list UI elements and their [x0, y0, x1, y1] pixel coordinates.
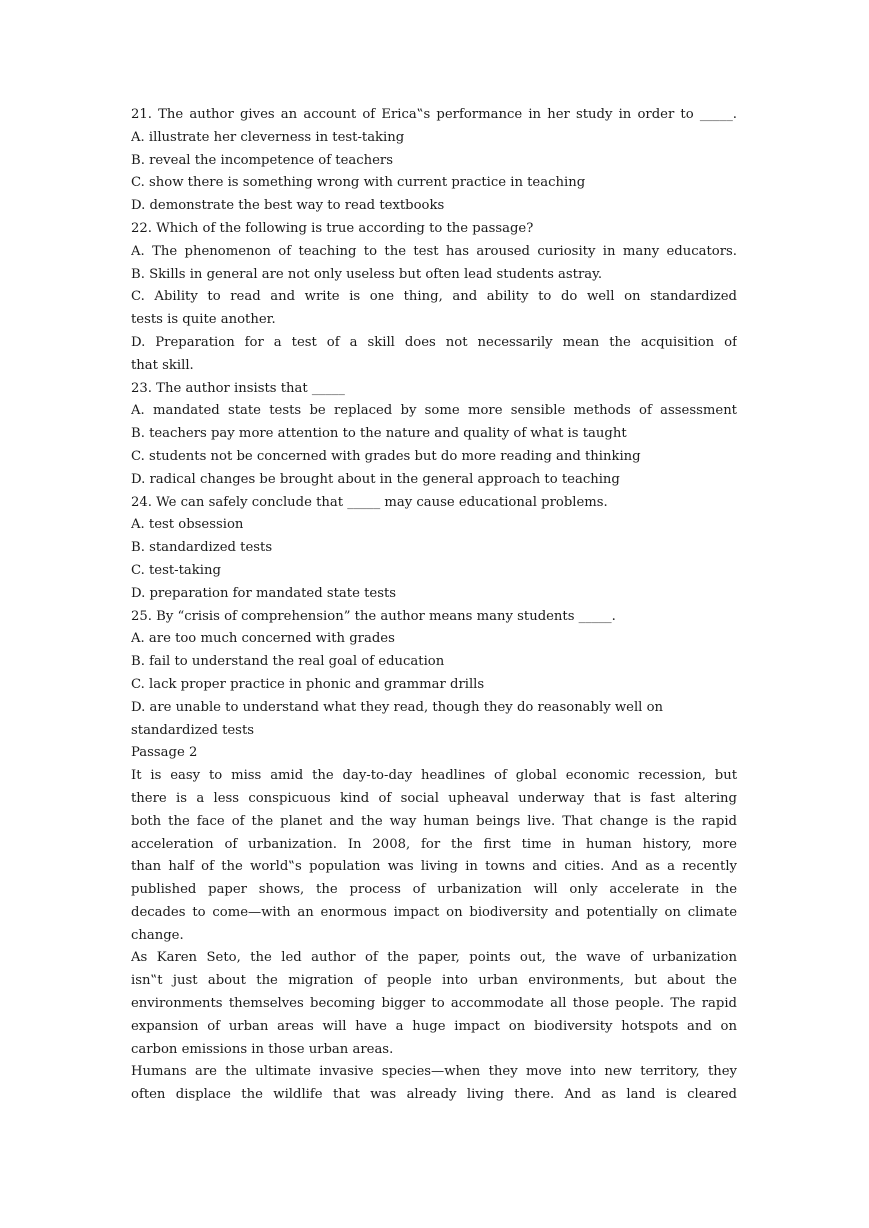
passage-line: isn‟t just about the migration of people into urban environments, but about the [131, 973, 737, 989]
passage-line: acceleration of urbanization. In 2008, for the first time in human history, more [131, 836, 737, 852]
question-line: C. test-taking [131, 562, 221, 578]
question-line: B. standardized tests [131, 540, 273, 556]
question-line: 25. By “crisis of comprehension” the author means many students _____. [131, 608, 616, 624]
passage-line: It is easy to miss amid the day-to-day headlines of global economic recession, but [131, 768, 737, 784]
passage-line: than half of the world‟s population was living in towns and cities. And as a recently [131, 859, 737, 875]
question-line: C. Ability to read and write is one thing, and ability to do well on standardized [131, 289, 737, 305]
question-line: A. mandated state tests be replaced by some more sensible methods of assessment [131, 403, 737, 419]
question-line: 21. The author gives an account of Erica‟s performance in her study in order to _____. [131, 107, 737, 122]
reading-questions [131, 104, 737, 765]
passage-line: often displace the wildlife that was already living there. And as land is cleared [131, 1087, 737, 1103]
question-line: A. The phenomenon of teaching to the test has aroused curiosity in many educators. [131, 243, 737, 259]
question-line: C. lack proper practice in phonic and grammar drills [131, 676, 485, 692]
question-line: that skill. [131, 357, 194, 373]
passage-line: expansion of urban areas will have a huge impact on biodiversity hotspots and on [131, 1018, 737, 1034]
question-line: C. students not be concerned with grades but do more reading and thinking [131, 448, 641, 464]
question-line: D. Preparation for a test of a skill does not necessarily mean the acquisition of [131, 334, 737, 350]
question-line: Passage 2 [131, 745, 198, 761]
passage-line: published paper shows, the process of urbanization will only accelerate in the [131, 882, 737, 898]
question-line: standardized tests [131, 722, 255, 738]
question-line: 24. We can safely conclude that _____ may cause educational problems. [131, 494, 608, 510]
passage-line: environments themselves becoming bigger to accommodate all those people. The rapid [131, 996, 737, 1012]
question-line: A. test obsession [131, 517, 244, 533]
question-line: B. teachers pay more attention to the nature and quality of what is taught [131, 426, 627, 442]
passage-line: carbon emissions in those urban areas. [131, 1041, 394, 1057]
question-line: A. are too much concerned with grades [131, 631, 395, 647]
passage-line: change. [131, 927, 184, 943]
question-line: tests is quite another. [131, 312, 276, 328]
question-line: D. are unable to understand what they read, though they do reasonably well on [131, 699, 664, 715]
question-line: 23. The author insists that _____ [131, 380, 345, 396]
question-line: B. Skills in general are not only useless but often lead students astray. [131, 266, 603, 282]
question-line: A. illustrate her cleverness in test-taking [131, 129, 405, 145]
passage-line: As Karen Seto, the led author of the paper, points out, the wave of urbanization [131, 950, 737, 966]
document-page [131, 104, 737, 1107]
passage-line: decades to come—with an enormous impact on biodiversity and potentially on climate [131, 904, 737, 920]
question-line: B. reveal the incompetence of teachers [131, 152, 393, 168]
passage-line: there is a less conspicuous kind of social upheaval underway that is fast altering [131, 790, 737, 806]
question-line: D. preparation for mandated state tests [131, 585, 397, 601]
question-line: C. show there is something wrong with current practice in teaching [131, 175, 586, 191]
question-line: D. radical changes be brought about in the general approach to teaching [131, 471, 620, 487]
passage-2-text [131, 765, 737, 1107]
question-line: B. fail to understand the real goal of education [131, 654, 445, 670]
passage-line: Humans are the ultimate invasive species—when they move into new territory, they [131, 1064, 737, 1080]
question-line: 22. Which of the following is true according to the passage? [131, 220, 534, 236]
passage-line: both the face of the planet and the way human beings live. That change is the rapid [131, 813, 737, 829]
question-line: D. demonstrate the best way to read textbooks [131, 198, 445, 214]
